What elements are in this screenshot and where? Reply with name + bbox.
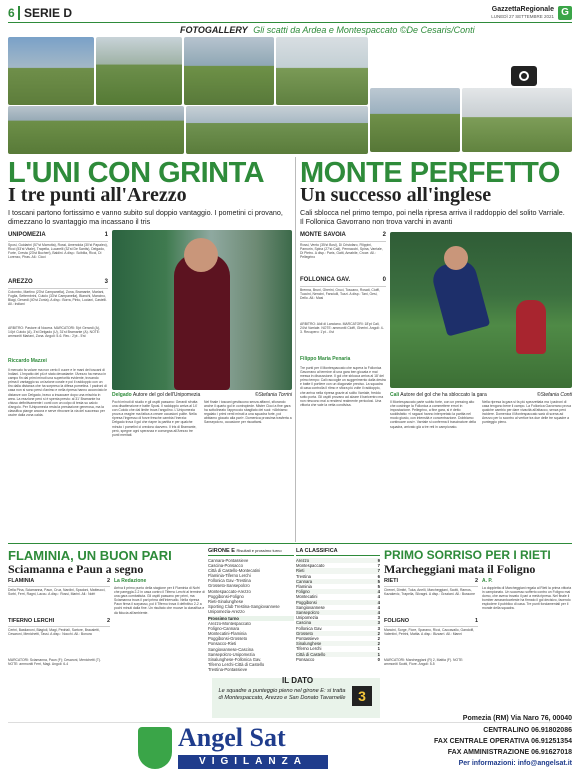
right-headline: MONTE PERFETTO	[300, 157, 560, 189]
classifica-points: 3	[377, 625, 380, 631]
rieti-scorebox	[384, 578, 478, 682]
classifica-points: 7	[377, 563, 380, 569]
girone-next-row: Sinalunghese-Follonica Gav.	[208, 656, 262, 662]
right-body-col-1: Tre punti per il Montespaccato che supera la Follonica Gavorrano al termine di una gara ben giocata e mai messa in discussione. Il gol che sblocca arriva al 18' del primo tempo: Cali raccoglie un suggerimento dalla destra e batte il portiere con un diagonale preciso. La squadra di casa controlla il ritmo e sfiora più volte il raddoppio, che arriva nella ripresa grazie al solito Varriale, freddo sotto porta. Gli ospiti provano ad alzare il baricentro ma non riescono mai a rendersi realmente pericolosi. Una vittoria che vale la vetta condivisa.	[300, 366, 386, 407]
match-info-text-3: MARCATORI: Sciamanna, Paun (F); Cesaroni, Menichetti (T). NOTE: ammoniti Ferri, Magi. Angoli: 6-4	[8, 658, 101, 667]
classifica-team: Foligno	[296, 589, 310, 595]
match-info-text-2: ARBITRO: Aldi di Lanciano. MARCATORI: 18'pt Cali, 24'st Varriale. NOTE: ammoniti Cioffi, Gherini. Angoli: 4-3. Recupero: 1'pt - 4'st	[300, 322, 384, 335]
lineup-text-7: Cirenei, Dimitri, Tuka, Anelli, Marcheggiani, Scotti, Ramos, Kazakevic, Trapella, Silvagni. A disp.: Graziani. All.: Bussone	[384, 588, 476, 597]
classifica-points: 3	[377, 615, 380, 621]
ad-tagline: VIGILANZA	[178, 755, 328, 769]
gallery-photo-4	[276, 37, 368, 105]
right-body-col-3: Nella ripresa la gara si fa più spezzettata ma i padroni di casa tengono bene il campo. La Follonica Gavorrano prova qualche cambio per dare vivacità all'attacco, senza però incidere. Domenica il Montespaccato sarà di scena ad Arezzo per lo scontro al vertice tra due delle tre squadre a punteggio pieno.	[482, 400, 571, 425]
gallery-photo-7	[8, 106, 184, 154]
right-subhead: Un successo all'inglese	[300, 184, 492, 206]
caption-text: Autore del gol dell'Unipomezia	[132, 392, 201, 398]
classifica-points: 0	[377, 656, 380, 662]
classifica-points: 5	[377, 578, 380, 584]
classifica-team: Montespaccato	[296, 563, 325, 569]
page-date: LUNEDÌ 27 SETTEMBRE 2021	[491, 14, 554, 19]
left-headline: L'UNI CON GRINTA	[8, 157, 265, 189]
ad-email: Per informazioni: info@angelsat.it	[458, 760, 572, 767]
lineup-text-1: Sposi, Guidarini (57'st Marrotta), Rossi, Amendola (30'st Papaleo), Ricci (53'st Vitale), Trapella, Lucarelli (32'st De Santis), Delgado, Forte, Cresta (23'st Bucheri), Baldini. A disp.: Scibilia, Ricci, Di Lorenzo, Piras. All.: Cioci	[8, 243, 108, 260]
classifica-points: 7	[377, 568, 380, 574]
girone-result-row: Sporting Club Trestina-Sangiovannese	[208, 603, 280, 609]
girone-result-row: Città di Castello-Montecatini	[208, 568, 261, 574]
left-subhead: I tre punti all'Arezzo	[8, 184, 187, 206]
right-body-col-2: Il Montespaccato parte subito forte, con un pressing alto che costringe la Follonica a commettere errori in impostazione. Pellegrino, a fine gara, si è detto soddisfatto: «I ragazzi hanno interpretato la partita nel modo giusto, con intensità e concentrazione. Dobbiamo continuare così». Varriale si conferma il trascinatore della squadra, arrivato già a tre reti in campionato.	[390, 400, 476, 429]
dato-text: Le squadre a punteggio pieno nel girone E: si tratta di Montespaccato, Arezzo e San Donato Tavarnelle	[218, 688, 346, 701]
caption-credit: ©Stefania Torrini	[254, 392, 292, 398]
classifica-team: Follonica Gav.	[296, 625, 323, 631]
classifica-points: 2	[377, 630, 380, 636]
classifica-team: Pontassieve	[296, 636, 319, 642]
classifica-team: Arezzo	[296, 558, 310, 563]
flaminia-subhead: Sciamanna e Paun a segno	[8, 562, 144, 576]
classifica-team: Grosseto	[296, 630, 313, 636]
classifica-points: 4	[377, 594, 380, 600]
advertisement	[8, 715, 572, 774]
girone-next-row: Poggibonsi-Grosseto	[208, 636, 248, 642]
section-title: SERIE D	[18, 6, 72, 20]
classifica-team: Città di Castello	[296, 651, 326, 657]
classifica-team: Sansepolcro	[296, 610, 320, 616]
classifica-team: Flaminia	[296, 584, 312, 590]
left-byline: Riccardo Mazzei	[8, 358, 47, 364]
lineup-text-3: Rossi, Vento (35'st Bosi), Di Cristofaro, Filippini, Pamorin, Spina (27'st Cali), Pennacchi, Spina, Varriale, Di Pietro. A disp.: Paris, Gatti, Amabile, Croce. All.: Pellegrino	[300, 243, 383, 260]
classifica-team: Trestina	[296, 573, 311, 579]
classifica-team: Sinalunghese	[296, 641, 322, 647]
left-scorebox	[8, 232, 108, 354]
caption-credit-2: ©Stefania Conti	[536, 392, 572, 398]
girone-next-row: Trestina-Pontassieve	[208, 666, 248, 672]
rieti-subhead: Marcheggiani mata il Foligno	[384, 562, 536, 576]
gallery-photo-6	[462, 88, 572, 152]
classifica-team: Cascina	[296, 620, 312, 626]
classifica-team: Tiferno Lerchi	[296, 646, 322, 652]
caption-name: Delgado	[112, 392, 132, 398]
classifica-points: 6	[377, 573, 380, 579]
girone-next-row: Tiferno Lerchi-Città di Castello	[208, 661, 265, 667]
girone-title: GIRONE E Risultati e prossimo turno	[208, 548, 294, 556]
right-photo-caption	[390, 392, 572, 398]
girone-box	[208, 548, 294, 678]
classifica-team: Rieti	[296, 568, 305, 574]
classifica-points: 4	[377, 589, 380, 595]
match-info-text: ARBITRO: Pastore di Nocera. MARCATORI: 5'pt Gerardi (A), 14'pt Cutolo (A), 3'st Delgado (U), 31'st Bramante (A). NOTE: ammoniti Mariani, Zona. Angoli: 5-6. Rec.: 2'pt - 5'st	[8, 326, 101, 339]
girone-next-row: Foligno-Cannara	[208, 626, 240, 632]
lineup-text-6: Cerini, Bastianoni, Biagioli, Magi, Pedriali, Sartore, Bracaletti, Cesaroni, Menichetti, Tassi. A disp.: Nocchi. All.: Bonura	[8, 628, 100, 637]
classifica-points: 9	[377, 558, 380, 563]
camera-icon	[511, 66, 537, 86]
dato-label: IL DATO	[282, 676, 314, 685]
gallery-photo-5	[370, 88, 460, 152]
classifica-box	[296, 548, 380, 668]
girone-result-row: Grosseto-Sansepolcro	[208, 583, 250, 589]
classifica-team: Poggibonsi	[296, 599, 317, 605]
gallery-photo-1	[8, 37, 94, 105]
page-number: 6	[8, 6, 15, 20]
fotogallery-text: Gli scatti da Ardea e Montespaccato ©De Cesaris/Conti	[253, 25, 475, 35]
dato-box	[212, 678, 380, 718]
girone-next-title: Prossimo turno	[208, 616, 294, 621]
team-row-2: AREZZO 3	[8, 279, 108, 289]
team-row-3: MONTE SAVOIA 2	[300, 232, 386, 242]
match-info-text-4: MARCATORI: Marcheggiani (R) 2, Mattia (F). NOTE: ammoniti Scotti, Fiore. Angoli: 5-5	[384, 658, 464, 667]
classifica-team: Ponsacco	[296, 656, 315, 662]
girone-next-list	[208, 621, 294, 672]
classifica-team: Montecatini	[296, 594, 318, 600]
girone-results-list	[208, 558, 294, 614]
flaminia-body: Arriva il primo punto della stagione per il Flaminia di Nofri che pareggia 2-2 in casa contro il Tiferno Lerchi al termine di una gara combattuta. Gli ospiti passano per primi, ma Sciamanna trova il pari prima dell'intervallo. Nella ripresa Paun firma il sorpasso, poi il Tiferno trova il definitivo 2-2 a pochi minuti dalla fine. Un risultato che muove la classifica e dà fiducia all'ambiente.	[114, 586, 205, 615]
girone-next-row: Sangiovannese-Cascina	[208, 646, 254, 652]
rieti-body: La doppietta di Marcheggiani regala al Rieti la prima vittoria in campionato. Un successo sofferto contro un Foligno mai domo, che aveva trovato il pari a metà ripresa. Nel finale il bomber amarantoceleste ha firmato il gol decisivo, facendo esplodere il pubblico di casa. Tre punti fondamentali per il morale della squadra.	[482, 586, 572, 611]
girone-result-row: Montespaccato-Arezzo	[208, 588, 251, 594]
paper-logo-icon: G	[558, 6, 572, 20]
classifica-team: Cannara	[296, 578, 313, 584]
girone-next-row: Arezzo-Montespaccato	[208, 621, 251, 627]
rieti-headline: PRIMO SORRISO PER I RIETI	[384, 548, 551, 562]
lineup-text-4: Brenna, Bruni, Gherini, Gruci, Toscano, Rosati, Cioffi, Tuccini, Nencini, Fanciulli, Tozzi. A disp.: Tani, Gesi, Dello. All.: Masi	[300, 288, 380, 301]
girone-next-row: Sansepolcro-Unipomezia	[208, 651, 255, 657]
classifica-points: 4	[377, 610, 380, 616]
classifica-points: 5	[377, 584, 380, 590]
team-row-4: FOLLONICA GAV. 0	[300, 277, 386, 287]
left-lead: I toscani partono fortissimo e vanno subito sul doppio vantaggio. I pometini ci provano, dimezzano lo svantaggio ma incassano il tris	[8, 208, 283, 226]
left-photo-caption	[112, 392, 292, 398]
ad-fax-1: FAX CENTRALE OPERATIVA 06.91251354	[434, 738, 572, 745]
classifica-points: 3	[377, 620, 380, 626]
classifica-title: LA CLASSIFICA	[296, 548, 380, 556]
classifica-team: Sangiovannese	[296, 604, 325, 610]
girone-result-row: Follonica Gav.-Trestina	[208, 578, 251, 584]
right-scorebox	[300, 232, 386, 352]
gallery-photo-3	[184, 37, 274, 105]
flaminia-headline: FLAMINIA, UN BUON PARI	[8, 548, 172, 563]
fotogallery-bar	[180, 25, 540, 37]
section-rule	[8, 543, 572, 544]
left-body-col-1: Il mercato fa volare ma non certo il cuore e le mani dei toscani di Indiani. L'impatto dei più è stato devastante: l'Arezzo ha messo in campo fin dai primi minuti una superiorità evidente, trovando prima il vantaggio su un'azione corale e poi il raddoppio con un tiro dalla distanza che ha sorpreso la difesa pometina. I padroni di casa non si sono persi d'animo e nella ripresa hanno accorciato le distanze con Delgado, bravo a insaccare dopo una mischia in area. La reazione però si è spenta presto: al 31' Bramante ha chiuso definitivamente i conti con un colpo di testa su calcio d'angolo. Per l'Unipomezia resta la prestazione generosa, ma la classifica piange ancora e serve ritrovare la via del successo per uscire dalla zona calda.	[8, 368, 108, 418]
left-body-col-2: Pochi minuti di studio e gli ospiti passano: Gerardi sfrutta una disattenzione e batte Sposi. Il raddoppio arriva al 14' con Cutolo che dal limite trova l'angolino. L'Unipomezia prova a reagire ma fatica a creare occasioni pulite. Nella ripresa l'ingresso di forze fresche cambia l'inerzia: Delgado trova il gol che riapre la partita e per qualche minuto i pometini ci credono davvero. Il tris di Bramante, però, spegne ogni speranza e consegna all'Arezzo tre punti meritati.	[112, 400, 198, 437]
team-row-5: FLAMINIA 2	[8, 578, 110, 587]
ad-phone: CENTRALINO 06.91802086	[483, 727, 572, 734]
lineup-text-5: Della Pina, Sciamanna, Paun, Cruz, Nardini, Spadoni, Matteucci, Sorbi, Ferri, Ragni, Laccu. A disp.: Rossi, Marini. All.: Nofri	[8, 588, 106, 597]
player-head-2	[444, 246, 468, 270]
girone-result-row: Cascina-Ponsacco	[208, 563, 243, 569]
caption-name-2: Cali	[390, 392, 400, 398]
classifica-points: 1	[377, 651, 380, 657]
classifica-points: 4	[377, 604, 380, 610]
gallery-photo-8	[186, 106, 368, 154]
player-figure	[174, 254, 230, 390]
column-divider	[295, 157, 296, 542]
dato-number: 3	[352, 686, 372, 706]
girone-result-row: Rieti-Sinalunghese	[208, 598, 244, 604]
girone-result-row: Poggibonsi-Foligno	[208, 593, 244, 599]
ad-brand: Angel Sat	[178, 723, 286, 752]
ad-fax-2: FAX AMMINISTRAZIONE 06.91627018	[447, 749, 572, 756]
lineup-text-8: Mancini, Sorge, Fiore, Sparano, Ricci, Caccavallo, Gandolfi, Valentini, Petrini, Mattia. A disp.: Bizzarri. All.: Manni	[384, 628, 475, 637]
team-row-8: FOLIGNO 1	[384, 618, 478, 627]
right-byline: Filippo Maria Penaria	[300, 356, 351, 362]
flaminia-scorebox	[8, 578, 110, 684]
ad-address: Pomezia (RM) Via Naro 76, 00040	[462, 715, 572, 722]
girone-result-row: Flaminia-Tiferno Lerchi	[208, 573, 251, 579]
classifica-team: Unipomezia	[296, 615, 319, 621]
left-body-col-3: Nel finale i toscani gestiscono senza affanni, sfiorando anche il quarto gol in contropiede. Mister Cioci a fine gara ha sottolineato l'approccio sbagliato dei suoi: «Abbiamo regalato i primi venti minuti a una squadra forte, poi abbiamo giocato alla pari». Domenica prossima trasferta a Sansepolcro, occasione per riscattarsi.	[204, 400, 292, 425]
girone-next-row: Montecatini-Flaminia	[208, 631, 247, 637]
classifica-row	[296, 657, 380, 662]
player-figure-3	[516, 300, 546, 354]
player-head	[184, 238, 218, 272]
girone-result-row: Unipomezia-Arezzo	[208, 608, 245, 614]
page-header	[8, 6, 572, 20]
girone-result-row: Cannara-Pontassieve	[208, 558, 249, 563]
classifica-table	[296, 558, 380, 662]
lineup-text-2: Colombo, Martino (23'st Campanella), Zona, Bramante, Mariani, Foglia, Settembrini, Cutolo (33'st Campanella), Bianchi, Mancino, Biagi, Gerardi (40'st Zonta). A disp.: Borra, Pinto, Luciani, Castelli. All.: Indiani	[8, 290, 107, 307]
paper-name: GazzettaRegionale	[491, 6, 554, 13]
header-rule	[8, 22, 572, 23]
caption-text-2: Autore del gol che ha sbloccato la gara	[400, 392, 487, 398]
ad-shield-icon	[138, 727, 172, 769]
classifica-points: 4	[377, 599, 380, 605]
right-lead: Cali sblocca nel primo tempo, poi nella ripresa arriva il raddoppio del solito Varriale. Il Follonica Gavorrano non trova varchi in avanti	[300, 208, 565, 226]
gallery-photo-2	[96, 37, 182, 105]
player-figure-2	[430, 257, 491, 336]
classifica-points: 2	[377, 641, 380, 647]
team-row-6: TIFERNO LERCHI 2	[8, 618, 110, 627]
left-article-photo	[112, 230, 292, 390]
right-article-photo	[390, 232, 572, 388]
team-row-7: RIETI 2	[384, 578, 478, 587]
flaminia-tag: La Redazione	[114, 578, 147, 584]
rieti-byline: A. P.	[482, 578, 493, 584]
fotogallery-label: FOTOGALLERY	[180, 25, 248, 35]
girone-next-row: Ponsacco-Rieti	[208, 641, 237, 647]
team-row-1: UNIPOMEZIA 1	[8, 232, 108, 242]
classifica-points: 1	[377, 646, 380, 652]
classifica-points: 2	[377, 636, 380, 642]
